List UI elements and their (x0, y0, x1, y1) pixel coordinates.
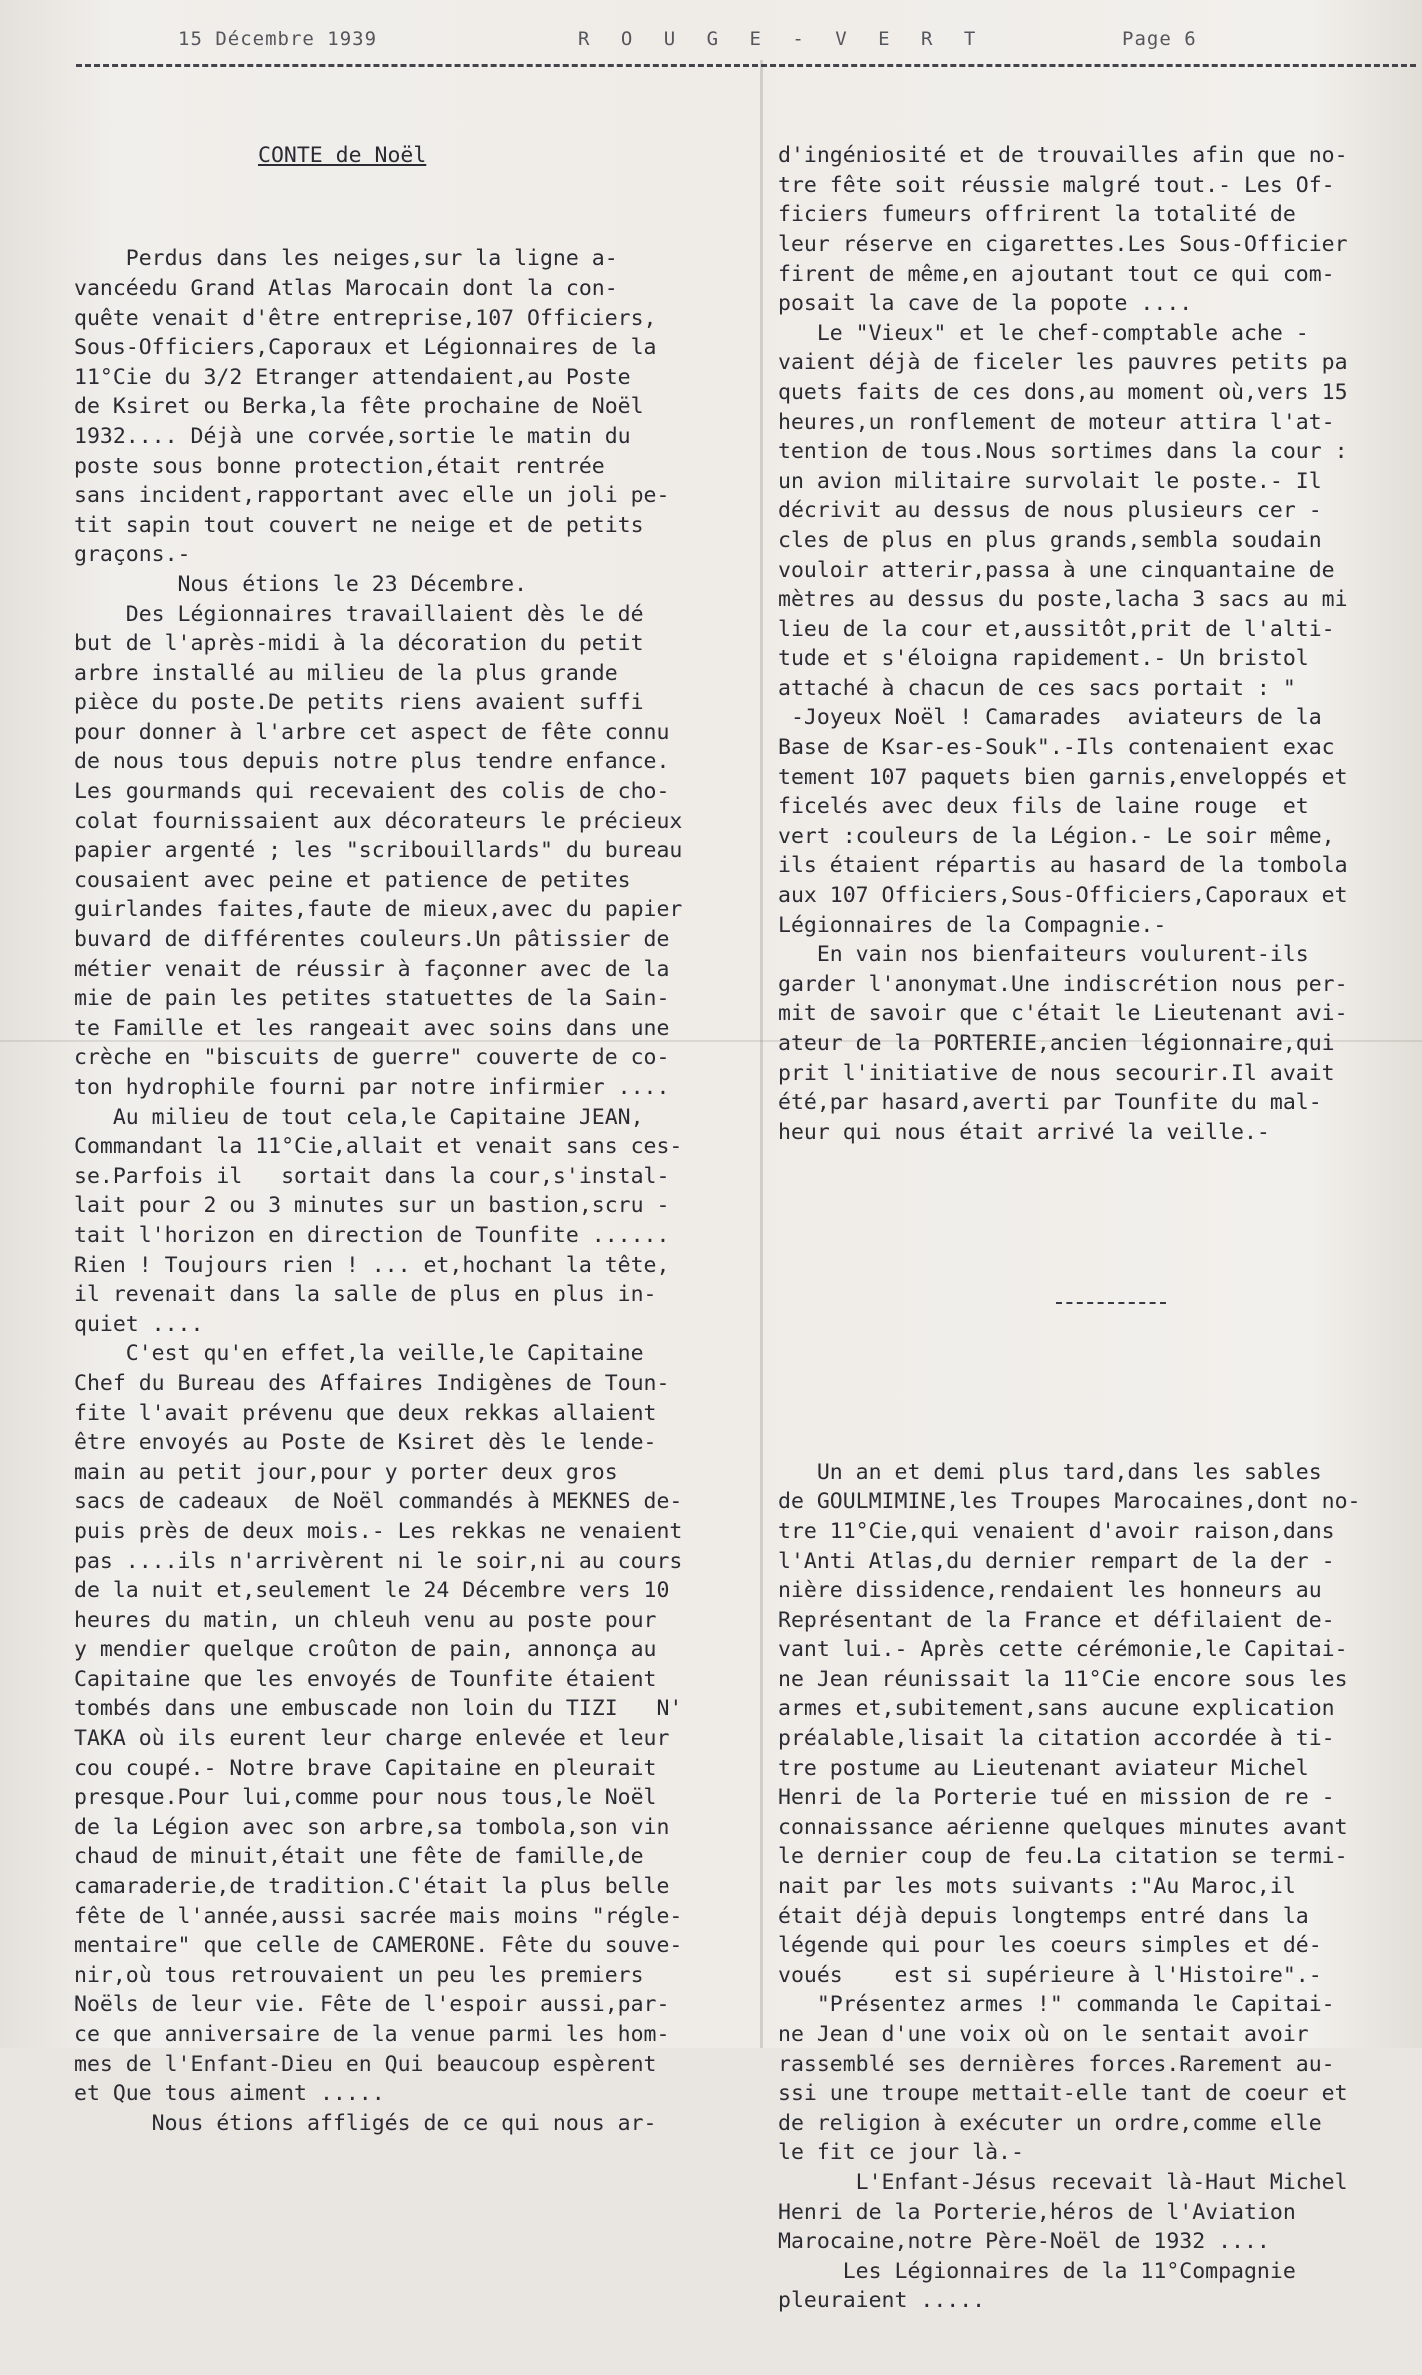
text-line: camaraderie,de tradition.C'était la plus belle (74, 1874, 670, 1900)
header-rule (76, 64, 1416, 67)
text-line: voués est si supérieure à l'Histoire".- (778, 1962, 1322, 1988)
text-line: ssi une troupe mettait-elle tant de coeur et (778, 2081, 1348, 2107)
text-line: Noëls de leur vie. Fête de l'espoir aussi,par- (74, 1992, 670, 2018)
text-line: pas ....ils n'arrivèrent ni le soir,ni au cours (74, 1548, 683, 1574)
text-line: mes de l'Enfant-Dieu en Qui beaucoup espèrent (74, 2051, 657, 2077)
text-line: de GOULMIMINE,les Troupes Marocaines,dont no- (778, 1489, 1361, 1515)
text-line: heures du matin, un chleuh venu au poste pour (74, 1607, 657, 1633)
text-line: un avion militaire survolait le poste.- Il (778, 468, 1322, 494)
text-line: mit de savoir que c'était le Lieutenant avi- (778, 1001, 1348, 1027)
text-line: Nous étions le 23 Décembre. (74, 571, 528, 597)
text-line: prit l'initiative de nous secourir.Il avait (778, 1060, 1335, 1086)
text-line: décrivit au dessus de nous plusieurs cer - (778, 498, 1322, 524)
text-line: connaissance aérienne quelques minutes avant (778, 1814, 1348, 1840)
text-line: tude et s'éloigna rapidement.- Un bristol (778, 646, 1309, 672)
text-line: vant lui.- Après cette cérémonie,le Capitai- (778, 1637, 1348, 1663)
text-line: Représentant de la France et défilaient de- (778, 1607, 1335, 1633)
header-page-number: Page 6 (1122, 28, 1197, 50)
text-line: vancéedu Grand Atlas Marocain dont la con- (74, 275, 618, 301)
text-line: tombés dans une embuscade non loin du TIZI N' (74, 1696, 683, 1722)
text-line: C'est qu'en effet,la veille,le Capitaine (74, 1341, 644, 1367)
text-line: main au petit jour,pour y porter deux gros (74, 1459, 618, 1485)
text-line: tention de tous.Nous sortimes dans la cour : (778, 439, 1348, 465)
text-line: Base de Ksar-es-Souk".-Ils contenaient exac (778, 735, 1335, 761)
text-line: papier argenté ; les "scribouillards" du bureau (74, 838, 683, 864)
text-line: était déjà depuis longtemps entré dans la (778, 1903, 1309, 1929)
text-line: de la Légion avec son arbre,sa tombola,son vin (74, 1814, 670, 1840)
text-line: tre 11°Cie,qui venaient d'avoir raison,dans (778, 1518, 1335, 1544)
text-line: être envoyés au Poste de Ksiret dès le lende- (74, 1430, 657, 1456)
header-publication: R O U G E - V E R T (578, 28, 986, 50)
text-line: heures,un ronflement de moteur attira l'at- (778, 409, 1335, 435)
text-line: poste sous bonne protection,était rentrée (74, 453, 605, 479)
text-line: Le "Vieux" et le chef-comptable ache - (778, 320, 1309, 346)
text-line: Henri de la Porterie tué en mission de re - (778, 1785, 1335, 1811)
text-line: mètres au dessus du poste,lacha 3 sacs au mi (778, 587, 1348, 613)
text-line: Au milieu de tout cela,le Capitaine JEAN, (74, 1104, 644, 1130)
text-line: ce que anniversaire de la venue parmi les hom- (74, 2022, 670, 2047)
page-header (60, 22, 1400, 58)
text-line: l'Anti Atlas,du dernier rempart de la der - (778, 1548, 1335, 1574)
text-line: chaud de minuit,était une fête de famille,de (74, 1844, 644, 1870)
text-line: fête de l'année,aussi sacrée mais moins "régle- (74, 1903, 683, 1929)
text-line: sans incident,rapportant avec elle un joli pe- (74, 483, 670, 509)
text-line: vouloir atterir,passa à une cinquantaine de (778, 557, 1335, 583)
text-line: lait pour 2 ou 3 minutes sur un bastion,scru - (74, 1193, 670, 1219)
right-column-top (778, 141, 1418, 1147)
text-line: armes et,subitement,sans aucune explication (778, 1696, 1335, 1722)
text-line: tement 107 paquets bien garnis,enveloppés et (778, 764, 1348, 790)
text-line: Capitaine que les envoyés de Tounfite étaient (74, 1666, 657, 1692)
text-line: aux 107 Officiers,Sous-Officiers,Caporaux et (778, 883, 1348, 909)
text-line: le dernier coup de feu.La citation se termi- (778, 1844, 1348, 1870)
text-line: garder l'anonymat.Une indiscrétion nous per- (778, 971, 1348, 997)
text-line: de Ksiret ou Berka,la fête prochaine de Noël (74, 394, 644, 420)
text-line: vaient déjà de ficeler les pauvres petits pa (778, 350, 1348, 376)
text-line: d'ingéniosité et de trouvailles afin que no- (778, 143, 1348, 169)
text-line: L'Enfant-Jésus recevait là-Haut Michel (778, 2169, 1348, 2195)
text-line: fite l'avait prévenu que deux rekkas allaient (74, 1400, 657, 1426)
text-line: de la nuit et,seulement le 24 Décembre vers 10 (74, 1578, 670, 1604)
right-column (778, 82, 1418, 2375)
text-line: buvard de différentes couleurs.Un pâtissier de (74, 927, 670, 953)
text-line: but de l'après-midi à la décoration du petit (74, 631, 644, 657)
text-line: tre postume au Lieutenant aviateur Michel (778, 1755, 1309, 1781)
text-line: leur réserve en cigarettes.Les Sous-Officier (778, 231, 1348, 257)
text-line: Les Légionnaires de la 11°Compagnie (778, 2258, 1296, 2284)
text-line: puis près de deux mois.- Les rekkas ne venaient (74, 1518, 683, 1544)
text-line: ne Jean réunissait la 11°Cie encore sous les (778, 1666, 1348, 1692)
text-line: Marocaine,notre Père-Noël de 1932 .... (778, 2229, 1270, 2255)
text-line: Commandant la 11°Cie,allait et venait sans ces- (74, 1134, 683, 1160)
text-line: légende qui pour les coeurs simples et dé- (778, 1933, 1322, 1959)
text-line: "Présentez armes !" commanda le Capitai- (778, 1992, 1335, 2018)
text-line: posait la cave de la popote .... (778, 291, 1193, 317)
text-line: heur qui nous était arrivé la veille.- (778, 1119, 1270, 1145)
text-line: presque.Pour lui,comme pour nous tous,le Noël (74, 1785, 657, 1811)
text-line: cles de plus en plus grands,sembla soudain (778, 527, 1322, 553)
text-line: tit sapin tout couvert ne neige et de petits (74, 512, 644, 538)
text-line: cousaient avec peine et patience de petites (74, 867, 631, 893)
text-line: vert :couleurs de la Légion.- Le soir même, (778, 823, 1335, 849)
page-fold-vertical (760, 60, 763, 2048)
section-gap (778, 1377, 1418, 1399)
text-line: été,par hasard,averti par Tounfite du mal- (778, 1090, 1322, 1116)
text-line: 11°Cie du 3/2 Etranger attendaient,au Poste (74, 364, 631, 390)
text-line: mentaire" que celle de CAMERONE. Fête du souve- (74, 1933, 683, 1959)
text-line: il revenait dans la salle de plus en plus in- (74, 1282, 657, 1308)
text-line: ficiers fumeurs offrirent la totalité de (778, 202, 1296, 228)
header-date: 15 Décembre 1939 (178, 28, 378, 50)
text-line: Rien ! Toujours rien ! ... et,hochant la tête, (74, 1252, 670, 1278)
text-line: Les gourmands qui recevaient des colis de cho- (74, 779, 670, 805)
right-column-bottom (778, 1458, 1418, 2316)
text-line: rassemblé ses dernières forces.Rarement au- (778, 2051, 1335, 2077)
text-line: attaché à chacun de ces sacs portait : " (778, 675, 1296, 701)
text-line: firent de même,en ajoutant tout ce qui com- (778, 261, 1335, 287)
text-line: ateur de la PORTERIE,ancien légionnaire,qui (778, 1031, 1335, 1056)
text-line: Des Légionnaires travaillaient dès le dé (74, 601, 644, 627)
text-line: tre fête soit réussie malgré tout.- Les Of- (778, 172, 1335, 198)
text-line: -Joyeux Noël ! Camarades aviateurs de la (778, 705, 1322, 731)
text-line: de nous tous depuis notre plus tendre enfance. (74, 749, 670, 775)
text-line: Légionnaires de la Compagnie.- (778, 912, 1167, 938)
text-line: mie de pain les petites statuettes de la Sain- (74, 986, 670, 1012)
text-line: cou coupé.- Notre brave Capitaine en pleurait (74, 1755, 657, 1781)
text-line: y mendier quelque croûton de pain, annonça au (74, 1637, 657, 1663)
text-line: En vain nos bienfaiteurs voulurent-ils (778, 942, 1309, 968)
text-line: ficelés avec deux fils de laine rouge et (778, 794, 1309, 820)
text-line: pièce du poste.De petits riens avaient suffi (74, 690, 644, 716)
text-line: quête venait d'être entreprise,107 Officiers, (74, 305, 657, 331)
text-line: nait par les mots suivants :"Au Maroc,il (778, 1874, 1296, 1900)
text-line: le fit ce jour là.- (778, 2140, 1024, 2166)
text-line: quets faits de ces dons,au moment où,vers 15 (778, 379, 1348, 405)
text-line: ton hydrophile fourni par notre infirmier .... (74, 1075, 670, 1100)
text-line: tait l'horizon en direction de Tounfite ...... (74, 1222, 670, 1248)
text-line: te Famille et les rangeait avec soins dans une (74, 1015, 670, 1041)
text-line: et Que tous aiment ..... (74, 2081, 385, 2107)
text-line: métier venait de réussir à façonner avec de la (74, 956, 670, 982)
text-line: ils étaient répartis au hasard de la tombola (778, 853, 1348, 879)
text-line: nir,où tous retrouvaient un peu les premiers (74, 1962, 644, 1988)
text-line: graçons.- (74, 542, 191, 568)
text-line: pleuraient ..... (778, 2288, 986, 2314)
text-line: TAKA où ils eurent leur charge enlevée et leur (74, 1726, 670, 1752)
text-line: Sous-Officiers,Caporaux et Légionnaires de la (74, 335, 657, 361)
text-line: nière dissidence,rendaient les honneurs au (778, 1578, 1322, 1604)
text-line: crèche en "biscuits de guerre" couverte de co- (74, 1045, 670, 1071)
left-column (74, 82, 754, 2138)
text-line: ne Jean d'une voix où on le sentait avoir (778, 2022, 1309, 2047)
text-line: 1932.... Déjà une corvée,sortie le matin du (74, 423, 631, 449)
section-separator (778, 1288, 1418, 1318)
text-line: de religion à exécuter un ordre,comme elle (778, 2110, 1322, 2136)
text-line: guirlandes faites,faute de mieux,avec du papier (74, 897, 683, 923)
text-line: Chef du Bureau des Affaires Indigènes de Toun- (74, 1370, 670, 1396)
text-line: préalable,lisait la citation accordée à ti- (778, 1726, 1335, 1752)
text-line: arbre installé au milieu de la plus grande (74, 660, 618, 686)
text-line: lieu de la cour et,aussitôt,prit de l'alti- (778, 616, 1335, 642)
text-line: sacs de cadeaux de Noël commandés à MEKNES de- (74, 1489, 683, 1515)
text-line: quiet .... (74, 1311, 204, 1337)
text-line: Nous étions affligés de ce qui nous ar- (74, 2110, 657, 2136)
text-line: pour donner à l'arbre cet aspect de fête connu (74, 719, 670, 745)
text-line: Perdus dans les neiges,sur la ligne a- (74, 246, 618, 272)
text-line: colat fournissaient aux décorateurs le précieux (74, 808, 683, 834)
text-line: Un an et demi plus tard,dans les sables (778, 1459, 1322, 1485)
section-gap (778, 1207, 1418, 1229)
article-title: CONTE de Noël (258, 143, 427, 169)
text-line: se.Parfois il sortait dans la cour,s'instal- (74, 1163, 670, 1189)
text-line: Henri de la Porterie,héros de l'Aviation (778, 2199, 1296, 2225)
